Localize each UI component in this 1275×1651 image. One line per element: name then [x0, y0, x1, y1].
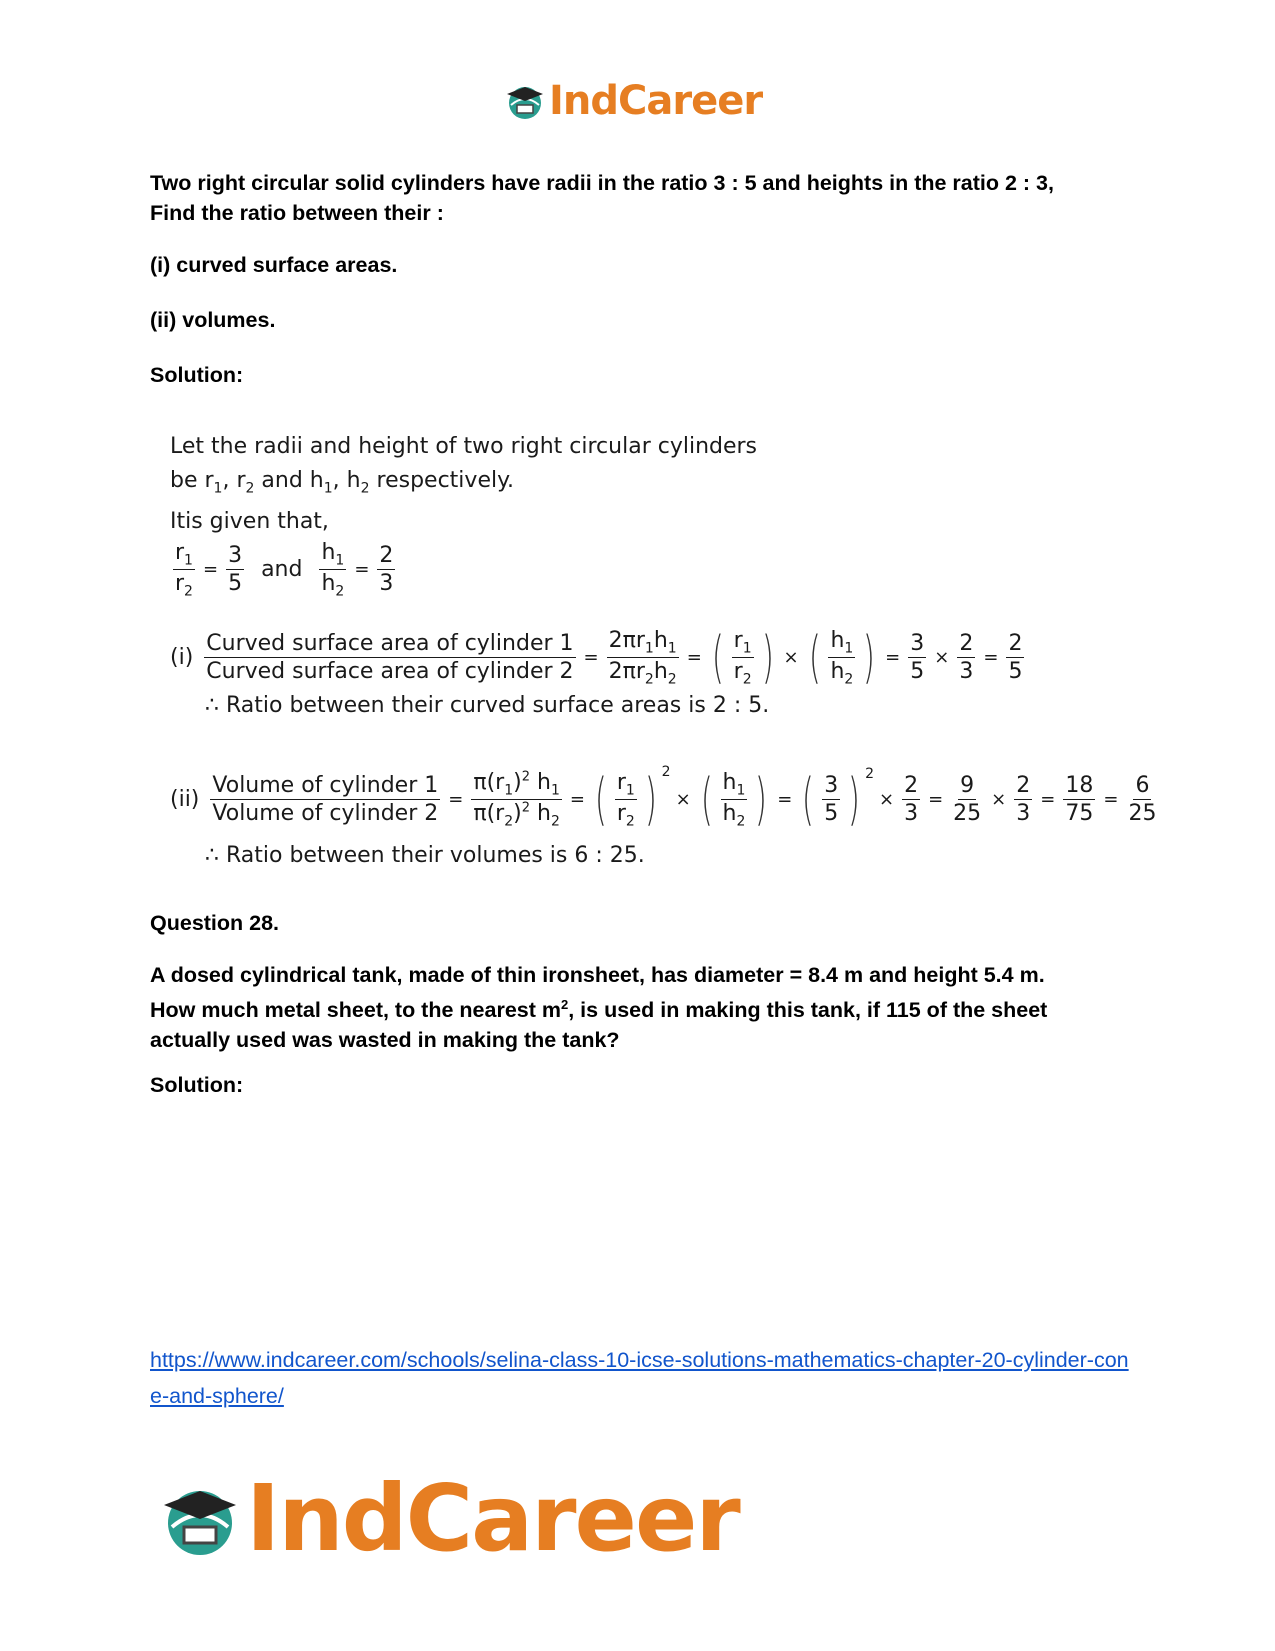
given-ratios: $\frac{r_1}{r_2}$ = $\frac{3}{5}$ and $\frac{h_1}{h_2}$ = $\frac{2}{3}$	[175, 540, 394, 600]
volume-equation: (ii) $\frac{\text{Volume of cylinder 1}}{\text{Volume of cylinder 2}}$ = $\frac{\pi(r_1)^2 h_1}{\pi(r_2)^2 h_2}$ = ( $\frac{r_1}{r_2}$ ) $^2$ × ( $\frac{h_1}{h_2}$ ) = ( $\frac{3}{5}$ ) $^2$ × $\frac{2}{3}$ = $\frac{9}{25}$ × $\frac{2}{3}$ = $\frac{18}{75}$ = $\frac{6}{25}$	[170, 764, 1157, 832]
question-line: Find the ratio between their :	[150, 201, 444, 225]
top-logo	[505, 78, 762, 124]
question-text	[150, 168, 1130, 228]
intro-line: be $r_1$, $r_2$ and $h_1$, $h_2$ respectively.	[170, 468, 514, 497]
and-word: and	[261, 557, 303, 583]
intro-line: Let the radii and height of two right circular cylinders	[170, 434, 758, 459]
question-line: How much metal sheet, to the nearest $m^2$, is used in making this tank, if 115 of the sheet	[150, 997, 1048, 1023]
question-text	[150, 960, 1130, 1055]
brand-name: IndCareer	[246, 1465, 739, 1572]
part-ii-label: (ii)	[170, 787, 200, 813]
brand-name: IndCareer	[549, 78, 763, 124]
question-line: actually used was wasted in making the tank?	[150, 1028, 620, 1053]
part-i-label: (i)	[170, 645, 194, 671]
question-heading: Question 28.	[150, 911, 280, 935]
csa-equation: (i) $\frac{\text{Curved surface area of cylinder 1}}{\text{Curved surface area of cylinder 2}}$ = $\frac{2\pi r_1h_1}{2\pi r_2h_2}$ = ( $\frac{r_1}{r_2}$ ) × ( $\frac{h_1}{h_2}$ ) = $\frac{3}{5}$ × $\frac{2}{3}$ = $\frac{2}{5}$	[170, 624, 1023, 690]
source-link[interactable]: https://www.indcareer.com/schools/selina-class-10-icse-solutions-mathematics-chapter-20-cylinder-cone-and-sphere/	[150, 1348, 1129, 1408]
csa-conclusion: ∴ Ratio between their curved surface areas is 2 : 5.	[205, 693, 770, 718]
bottom-logo	[160, 1465, 739, 1572]
graduation-cap-globe-icon	[160, 1479, 240, 1559]
volume-conclusion: ∴ Ratio between their volumes is 6 : 25.	[205, 843, 645, 868]
question-part-i: (i) curved surface areas.	[150, 253, 398, 277]
graduation-cap-globe-icon	[505, 81, 545, 121]
given-line: Itis given that,	[170, 509, 329, 535]
question-part-ii: (ii) volumes.	[150, 308, 276, 332]
solution-intro	[170, 430, 757, 539]
question-line: A dosed cylindrical tank, made of thin ironsheet, has diameter = 8.4 m and height 5.4 m.	[150, 963, 1045, 987]
solution-label: Solution:	[150, 363, 244, 387]
question-line: Two right circular solid cylinders have radii in the ratio 3 : 5 and heights in the ratio 2 : 3,	[150, 171, 1054, 195]
solution-label: Solution:	[150, 1073, 244, 1097]
